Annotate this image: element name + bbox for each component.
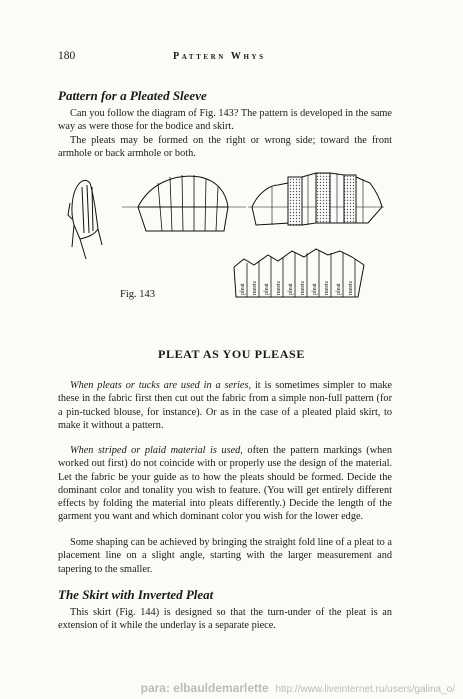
- paragraph-inverted-pleat: This skirt (Fig. 144) is designed so that the turn-under of the pleat is an extension of it while the underlay is a separate piece.: [58, 607, 392, 632]
- section-title-inverted-pleat: The Skirt with Inverted Pleat: [58, 587, 214, 602]
- fig-label-meets-5: meets: [348, 281, 354, 295]
- fig-label-pleat-1: pleat: [240, 283, 246, 295]
- figure-143-diagram: [58, 163, 398, 308]
- running-head: [58, 50, 405, 64]
- fig-label-meets-2: meets: [276, 281, 282, 295]
- paragraph-lead-striped: When striped or plaid material is used,: [70, 445, 243, 456]
- section-title-pleated-sleeve: Pattern for a Pleated Sleeve: [58, 88, 207, 103]
- paragraph-sleeve-1: Can you follow the diagram of Fig. 143? The pattern is developed in the same way as were those for the bodice and skirt.: [58, 108, 392, 133]
- section-title-pleat-as-you-please: PLEAT AS YOU PLEASE: [158, 347, 305, 361]
- paragraph-body-striped: often the pattern markings (when worked out first) do not coincide with or properly use the design of the material. Let the fabric be your guide as to how the pleats should be formed. Decide the dominant color and tonality you wish to feature. (You will get entirely different effects by folding the material into pleats differently.) Decide the length of the garment you want and which dominant color you wish for the lower edge.: [58, 445, 392, 523]
- flat-sleeve-pattern: [122, 175, 246, 231]
- fig-label-meets-4: meets: [324, 281, 330, 295]
- paragraph-body-pleats: it is sometimes simpler to make these in the fabric first then cut out the fabric from a simple non-full pattern (for a pin-tucked blouse, for instance). Or as in the case of a pleated plaid skirt, to make it without a pattern.: [58, 380, 392, 431]
- page-number: 180: [58, 50, 76, 62]
- paragraph-sleeve-2: The pleats may be formed on the right or wrong side; toward the front armhole or back armhole or both.: [58, 135, 392, 160]
- paragraph-lead-pleats: When pleats or tucks are used in a series,: [70, 380, 252, 391]
- paragraph-pleats-series: [58, 379, 392, 432]
- paragraph-striped-material: [58, 444, 392, 524]
- running-title: Pattern Whys: [173, 51, 266, 62]
- footer-brand: para: elbauldemarlette: [140, 681, 269, 695]
- sleeve-sketch: [68, 180, 102, 259]
- footer-watermark: [141, 681, 455, 695]
- figure-caption: Fig. 143: [120, 289, 156, 300]
- fig-label-pleat-4: pleat: [312, 283, 318, 295]
- paragraph-shaping: Some shaping can be achieved by bringing the straight fold line of a pleat to a placement line on a slight angle, starting with the larger measurement and tapering to the smaller.: [58, 537, 392, 575]
- fig-label-pleat-3: pleat: [288, 283, 294, 295]
- fig-label-pleat-2: pleat: [264, 283, 270, 295]
- spread-sleeve-pattern: [248, 173, 384, 225]
- fig-label-meets-3: meets: [300, 281, 306, 295]
- fig-label-meets-1: meets: [252, 281, 258, 295]
- fig-label-pleat-5: pleat: [336, 283, 342, 295]
- footer-url[interactable]: http://www.liveinternet.ru/users/galina_o/: [275, 684, 455, 695]
